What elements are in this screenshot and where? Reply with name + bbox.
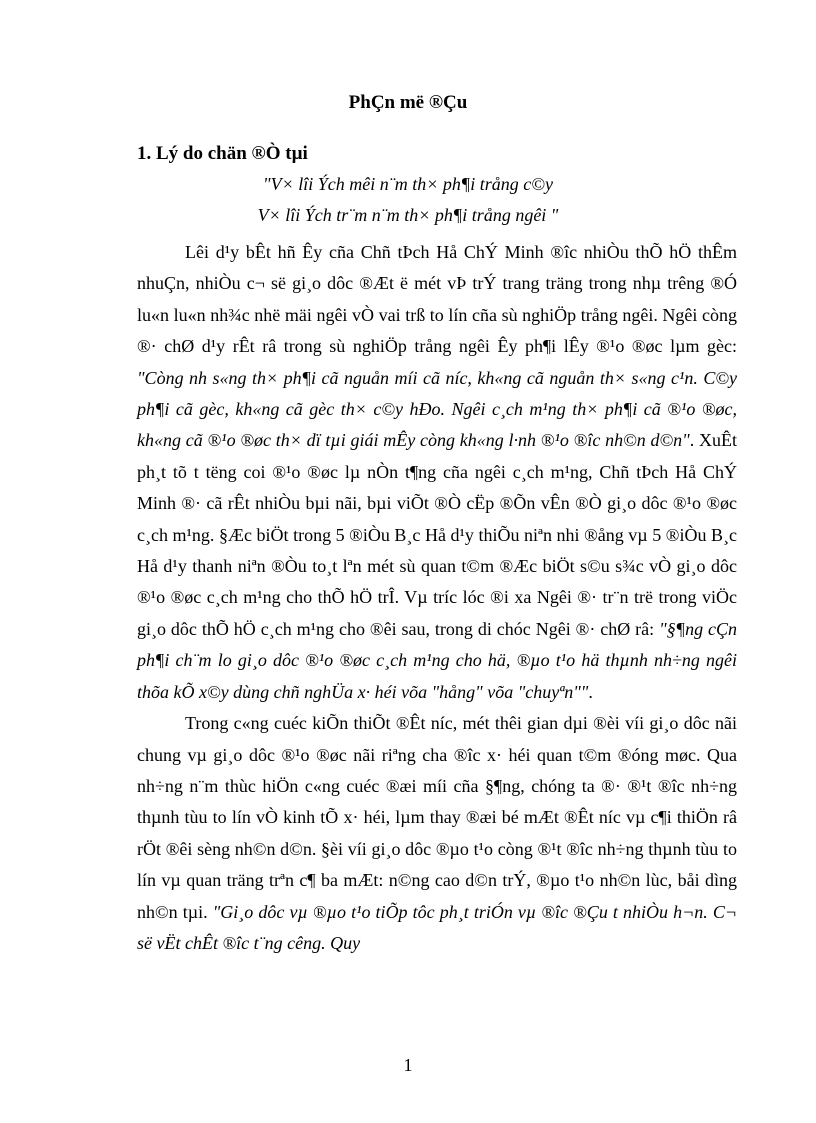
paragraph-2-quote: "Gi¸o dôc vµ ®µo t¹o tiÕp tôc ph¸t triÓn vµ ®îc ®Çu t nhiÒu h¬n. C¬ së vËt chÊt ®îc t¨ng cêng. Quy	[137, 901, 737, 953]
epigraph-line-1: "V× lîi Ých mêi n¨m th× ph¶i trång c©y	[263, 174, 553, 194]
page-number: 1	[403, 1055, 413, 1075]
paragraph-2-text: Trong c«ng cuéc kiÕn thiÕt ®Êt níc, mét thêi gian dµi ®èi víi gi¸o dôc nãi chung vµ gi¸o dôc ®¹o ®øc nãi riªng cha ®îc x· héi quan t©m ®óng møc. Qua nh÷ng n¨m thùc hiÖn c«ng cuéc ®æi míi cña §¶ng, chóng ta ®· ®¹t ®îc nh÷ng thµnh tùu to lín vÒ kinh tÕ x· héi, lµm thay ®æi bé mÆt ®Êt níc vµ c¶i thiÖn râ rÖt ®êi sèng nh©n d©n. §èi víi gi¸o dôc ®µo t¹o còng ®¹t ®îc nh÷ng thµnh tùu to lín vµ quan träng trªn c¶ ba mÆt: n©ng cao d©n trÝ, ®µo t¹o nh©n lùc, båi dìng nh©n tµi.	[137, 713, 737, 922]
paragraph-1-text-c: .	[588, 681, 593, 702]
paragraph-1-text-a: Lêi d¹y bÊt hñ Êy cña Chñ tÞch Hå ChÝ Minh ®îc nhiÒu thÕ hÖ thÊm nhuÇn, nhiÒu c¬ së gi¸o dôc ®Æt ë mét vÞ trÝ trang träng trong nhµ trêng ®Ó lu«n lu«n nh¾c nhë mäi ngêi vÒ vai trß to lín cña sù nghiÖp trång ngêi. Ngêi còng ®· chØ d¹y rÊt râ trong sù nghiÖp trång ngêi Êy ph¶i lÊy ®¹o ®øc lµm gèc:	[137, 242, 737, 357]
section-heading: 1. Lý do chän ®Ò tµi	[137, 143, 308, 164]
page-title: PhÇn më ®Çu	[348, 92, 468, 113]
paragraph-1-quote-a: "Còng nh s«ng th× ph¶i cã nguån míi cã níc, kh«ng cã nguån th× s«ng c¹n. C©y ph¶i cã gèc, kh«ng cã gèc th× c©y hÐo. Ngêi c¸ch m¹ng th× ph¶i cã ®¹o ®øc, kh«ng cã ®¹o ®øc th× dï tµi giái mÊy còng kh«ng l·nh ®¹o ®îc nh©n d©n"	[137, 367, 737, 451]
epigraph-line-2: V× lîi Ých tr¨m n¨m th× ph¶i trång ngêi "	[257, 205, 559, 225]
paragraph-1-quote-b: "§¶ng cÇn ph¶i ch¨m lo gi¸o dôc ®¹o ®øc c¸ch m¹ng cho hä, ®µo t¹o hä thµnh nh÷ng ngêi thõa kÕ x©y dùng chñ nghÜa x· héi võa "hång" võa "chuyªn""	[137, 618, 738, 702]
paragraph-1	[137, 237, 737, 708]
body-text	[137, 237, 737, 959]
paragraph-2	[137, 708, 737, 959]
paragraph-1-text-b: . XuÊt ph¸t tõ t tëng coi ®¹o ®øc lµ nÒn t¶ng cña ngêi c¸ch m¹ng, Chñ tÞch Hå ChÝ Minh ®· cã rÊt nhiÒu bµi nãi, bµi viÕt ®Ò cËp ®Õn vÊn ®Ò gi¸o dôc ®¹o ®øc c¸ch m¹ng. §Æc biÖt trong 5 ®iÒu B¸c Hå d¹y thiÕu niªn nhi ®ång vµ 5 ®iÒu B¸c Hå d¹y thanh niªn ®Òu to¸t lªn mét sù quan t©m ®Æc biÖt s©u s¾c vÒ gi¸o dôc ®¹o ®øc c¸ch m¹ng cho thÕ hÖ trÎ. Vµ tríc lóc ®i xa Ngêi ®· tr¨n trë trong viÖc gi¸o dôc thÕ hÖ c¸ch m¹ng cho ®êi sau, trong di chóc Ngêi ®· chØ râ:	[137, 430, 737, 639]
